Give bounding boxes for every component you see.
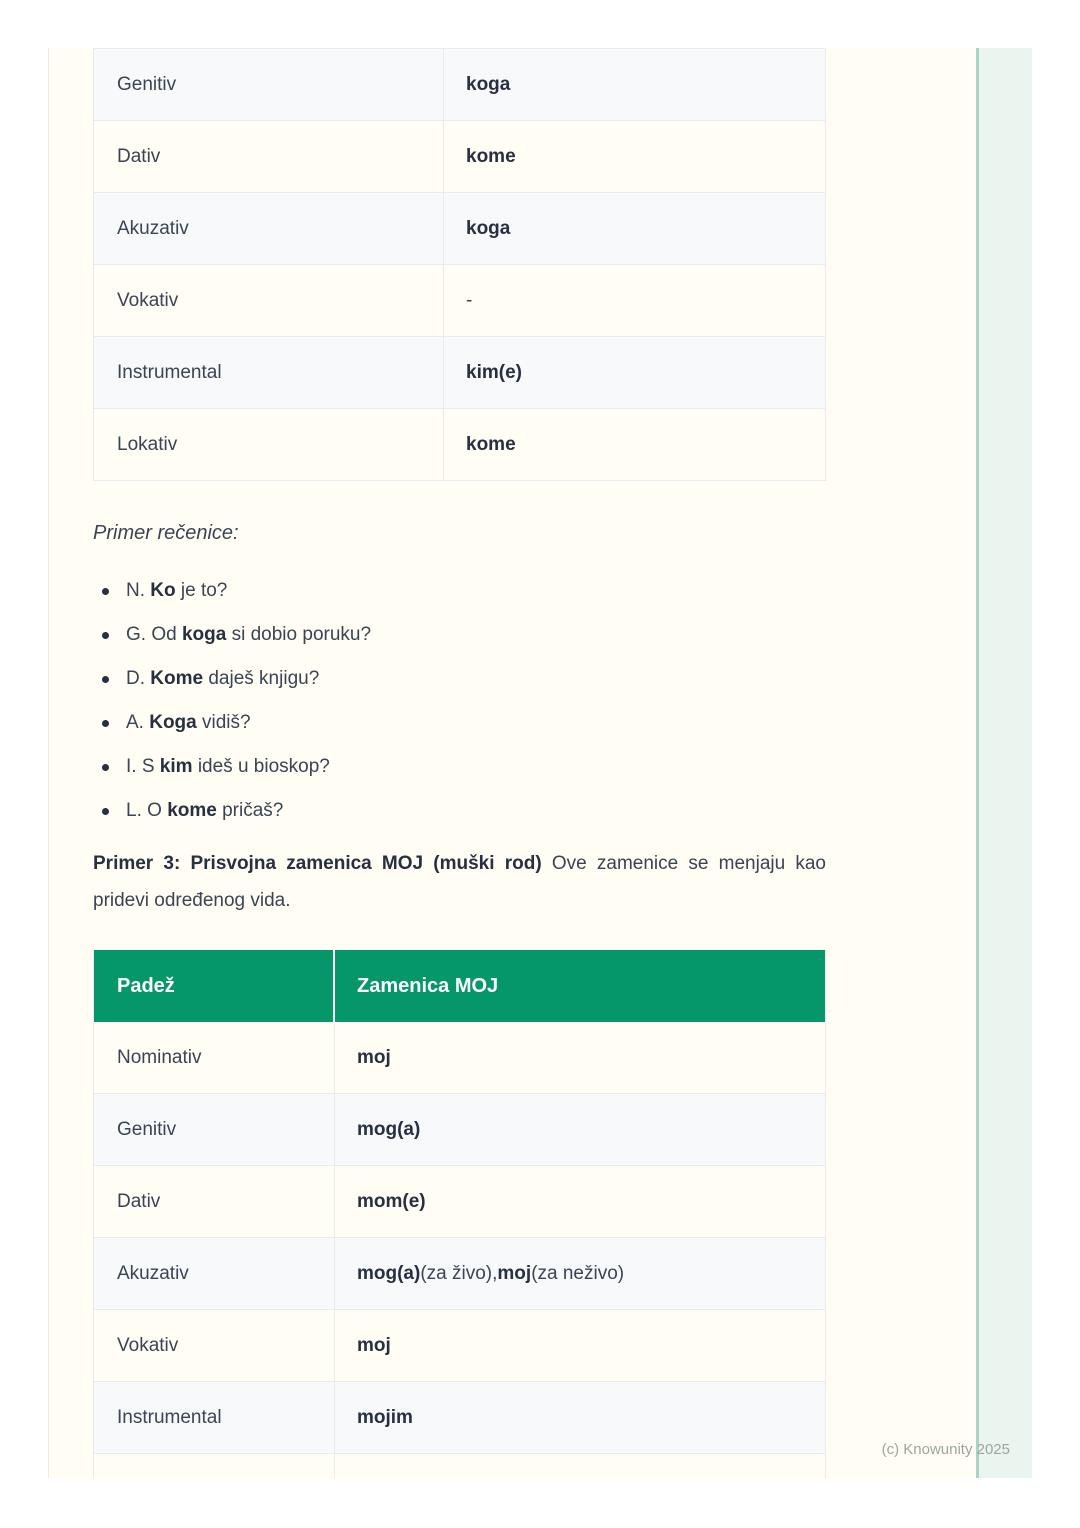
value-regular-text: A. [126,712,150,733]
primer3-text: Ove zamenice se menjaju kao pridevi određenog vida. [93,853,826,911]
value-regular-text: (za neživo) [531,1262,625,1284]
value-bold-text: Koga [149,712,197,733]
value-cell [335,1166,825,1237]
value-cell [444,265,825,336]
example-item [93,666,371,692]
value-cell [335,1022,825,1093]
case-cell: Dativ [94,121,444,192]
value-regular-text: L. O [126,800,168,821]
value-bold-text: moj [357,1334,391,1356]
case-cell: Genitiv [94,49,444,120]
value-bold-text: mojim [357,1406,413,1428]
value-bold-text: mog(a) [357,1262,421,1284]
value-regular-text: D. [126,668,151,689]
primer3-title: Primer 3: Prisvojna zamenica MOJ (muški rod) [93,853,542,874]
case-cell: Vokativ [94,1310,335,1381]
table-row [94,1022,825,1094]
value-bold-text: koga [466,217,511,239]
value-regular-text: G. Od [126,624,182,645]
value-regular-text: pričaš? [216,800,284,821]
value-regular-text: (za živo), [420,1262,498,1284]
value-bold-text: mog(a) [357,1118,421,1140]
value-bold-text: mom(e) [357,1190,426,1212]
table-row [94,121,825,193]
table-row [94,409,825,481]
value-regular-text: vidiš? [196,712,251,733]
value-bold-text: kome [466,433,516,455]
value-regular-text: I. S [126,756,160,777]
table-row [94,193,825,265]
case-cell: Lokativ [94,409,444,480]
zamenica-moj-table [93,950,826,1478]
table-row [94,337,825,409]
example-item [93,754,371,780]
value-regular-text: daješ knjigu? [203,668,320,689]
value-bold-text: koga [466,73,511,95]
case-cell [94,1454,335,1478]
case-cell: Instrumental [94,1382,335,1453]
case-cell: Akuzativ [94,1238,335,1309]
table-row [94,1166,825,1238]
value-bold-text: kim(e) [466,361,522,383]
table-row [94,1094,825,1166]
case-cell: Genitiv [94,1094,335,1165]
example-item [93,622,371,648]
value-cell [444,409,825,480]
value-regular-text: N. [126,580,151,601]
table-row [94,265,825,337]
value-bold-text: kome [466,145,516,167]
table-row-cutoff [94,1454,825,1478]
header-cell-padez: Padež [94,950,335,1022]
pronoun-ko-table [93,48,826,481]
table-header-row [94,950,825,1022]
table-row [94,1382,825,1454]
value-bold-text: moj [497,1262,532,1284]
primer3-paragraph [93,845,826,919]
value-cell [444,121,825,192]
examples-list [93,578,371,842]
case-cell: Dativ [94,1166,335,1237]
value-cell [335,1310,825,1381]
table-row [94,1310,825,1382]
value-bold-text: kome [167,800,217,821]
accent-stripe [976,48,1032,1478]
value-cell [335,1382,825,1453]
value-regular-text: si dobio poruku? [226,624,372,645]
example-item [93,578,371,604]
value-cell [444,337,825,408]
example-item [93,798,371,824]
value-bold-text: Ko [150,580,176,601]
value-bold-text: moj [357,1046,391,1068]
value-cell [335,1094,825,1165]
value-bold-text: kim [159,756,193,777]
examples-heading: Primer rečenice: [93,522,239,544]
case-cell: Instrumental [94,337,444,408]
value-regular-text: ideš u bioskop? [192,756,330,777]
case-cell: Vokativ [94,265,444,336]
example-item [93,710,371,736]
value-bold-text: Kome [150,668,204,689]
header-cell-zamenica: Zamenica MOJ [357,974,499,997]
value-regular-text: - [466,289,473,311]
case-cell: Akuzativ [94,193,444,264]
case-cell: Nominativ [94,1022,335,1093]
value-cell [444,49,825,120]
table-row [94,1238,825,1310]
value-regular-text: je to? [175,580,228,601]
copyright-text: (c) Knowunity 2025 [881,1441,1010,1458]
value-cell [444,193,825,264]
value-bold-text: koga [181,624,227,645]
value-cell [335,1238,825,1309]
table-row [94,49,825,121]
